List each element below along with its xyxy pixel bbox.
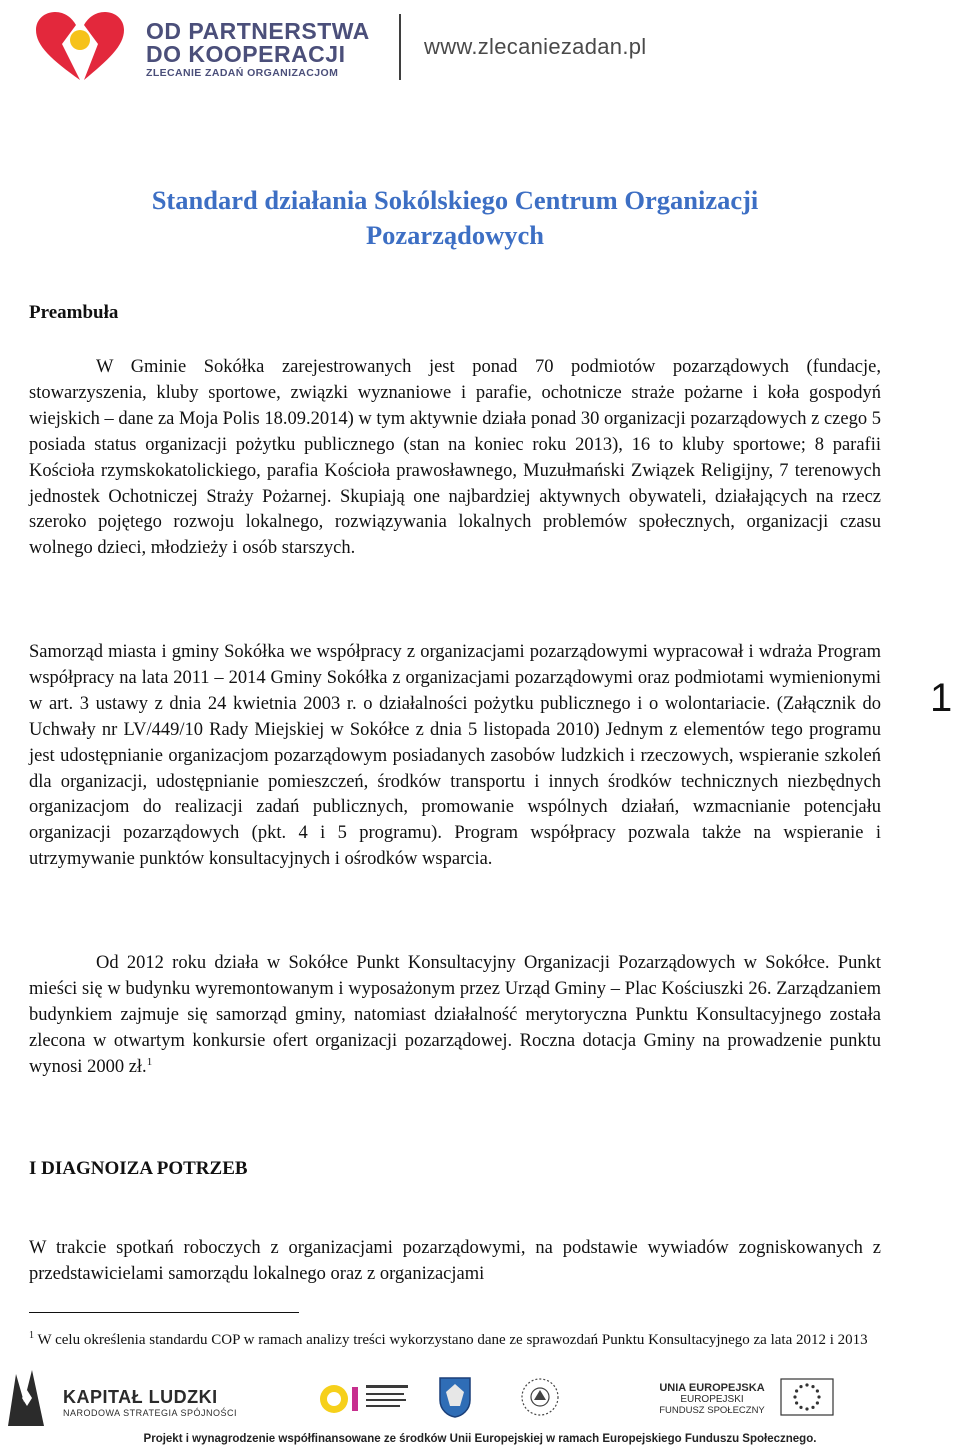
org-name-line2: DO KOOPERACJI (146, 41, 346, 67)
cop-logo-icon (318, 1381, 413, 1417)
section-diagnoza-heading: I DIAGNOIZA POTRZEB (29, 1158, 248, 1179)
partnership-logo-icon (32, 10, 128, 84)
eu-flag-star (795, 1389, 798, 1392)
eu-flag-star (795, 1401, 798, 1404)
site-url[interactable]: www.zlecaniezadan.pl (424, 34, 647, 59)
eu-label-line3: FUNDUSZ SPOŁECZNY (659, 1405, 765, 1416)
eu-label-line2: EUROPEJSKI (680, 1394, 744, 1405)
eu-flag-star (811, 1406, 814, 1409)
eu-flag-star (799, 1385, 802, 1388)
eu-label-line1: UNIA EUROPEJSKA (659, 1382, 765, 1394)
eu-flag-star (816, 1389, 819, 1392)
eu-flag-star (817, 1395, 820, 1398)
page-number: 1 (930, 676, 953, 720)
footnote-text: W celu określenia standardu COP w ramach analizy treści wykorzystano dane ze sprawozdań Punktu Konsultacyjnego za lata 2012 i 2013 (34, 1332, 868, 1348)
eu-flag-star (799, 1406, 802, 1409)
eu-flag-star (816, 1401, 819, 1404)
eu-flag-star (793, 1395, 796, 1398)
org-name-line1: OD PARTNERSTWA (146, 18, 370, 44)
eu-flag-icon (780, 1378, 834, 1416)
org-subtitle: ZLECANIE ZADAŃ ORGANIZACJOM (146, 67, 339, 79)
coat-of-arms-icon (438, 1376, 472, 1418)
kapital-ludzki-title: KAPITAŁ LUDZKI (63, 1387, 218, 1407)
document-title-line1: Standard działania Sokólskiego Centrum Organizacji (151, 185, 759, 215)
document-title-line2: Pozarządowych (365, 220, 545, 250)
eu-flag-star (811, 1385, 814, 1388)
footnote-mark: 1 (29, 1330, 34, 1341)
section-diagnoza-paragraph: W trakcie spotkań roboczych z organizacjami pozarządowymi, na podstawie wywiadów zogniskowanych z przedstawicielami samorządu lokalnego oraz z organizacjami (29, 1238, 881, 1284)
preambula-paragraph-3-text: Od 2012 roku działa w Sokółce Punkt Konsultacyjny Organizacji Pozarządowych w Sokółce. Punkt mieści się w budynku wyremontowanym i wyposażonym przez Urząd Gminy – Plac Kościuszki 26. Zarządzaniem budynkiem zajmuje się samorząd gminy, natomiast działalność merytoryczna Punktu Konsultacyjnego została zlecona w otwartym konkursie ofert organizacji pozarządowej. Roczna dotacja Gminy na prowadzenie punktu wynosi 2000 zł. (29, 953, 881, 1077)
footnote-separator (29, 1312, 299, 1313)
preambula-paragraph-2: Samorząd miasta i gminy Sokółka we współpracy z organizacjami pozarządowymi wypracował i wdraża Program współpracy na lata 2011 – 2014 Gminy Sokółka z organizacjami pozarządowymi oraz podmiotami wymienionymi w art. 3 ustawy z dnia 24 kwietnia 2003 r. o działalności pożytku publicznego i o wolontariacie. (Załącznik do Uchwały nr LV/449/10 Rady Miejskiej w Sokółce z dnia 5 listopada 2010) Jednym z elementów tego programu jest udostępnianie organizacjom pozarządowym posiadanych zasobów ludzkich i rzeczowych, wspieranie szkoleń dla organizacji, udostępnianie pomieszczeń, środków transportu i innych środków technicznych niezbędnych organizacjom do realizacji zadań publicznych, promowanie wspólnych działań, wzmacnianie potencjału organizacji pozarządowych (pkt. 4 i 5 programu). Program współpracy pozwala także na wspieranie i utrzymywanie punktów konsultacyjnych i ośrodków wsparcia. (29, 642, 881, 870)
preambula-paragraph-1: W Gminie Sokółka zarejestrowanych jest ponad 70 podmiotów pozarządowych (fundacje, stowarzyszenia, kluby sportowe, związki wyznaniowe i parafie, ochotnicze straże pożarne i koła gospodyń wiejskich – dane za Moja Polis 18.09.2014) w tym aktywnie działa ponad 30 organizacji pozarządowych z czego 5 posiada status organizacji pożytku publicznego (stan na koniec roku 2013), 16 to kluby sportowe; 8 parafii Kościoła rzymskokatolickiego, parafia Kościoła prawosławnego, Muzułmański Związek Religijny, 7 terenowych jednostek Ochotniczej Straży Pożarnej. Skupiają one najbardziej aktywnych obywateli, działających na rzecz szeroko pojętego rozwoju lokalnego, rozwiązywania lokalnych problemów społecznych, organizacji czasu wolnego dzieci, młodzieży i osób starszych. (29, 357, 881, 559)
document-title (0, 183, 910, 253)
kapital-ludzki-subtitle: NARODOWA STRATEGIA SPÓJNOŚCI (63, 1408, 238, 1418)
header-divider (399, 14, 401, 80)
preambula-paragraph-3 (29, 951, 881, 1081)
eu-flag-star (805, 1383, 808, 1386)
eu-fund-label (652, 1382, 772, 1416)
funding-statement: Projekt i wynagrodzenie współfinansowane ze środków Unii Europejskiej w ramach Europejskiego Funduszu Społecznego. (143, 1433, 817, 1445)
kapital-ludzki-logo-icon (6, 1368, 46, 1428)
preambula-heading: Preambuła (29, 302, 119, 323)
org-name (146, 20, 370, 66)
footnote-reference[interactable]: 1 (146, 1055, 153, 1068)
university-seal-icon (520, 1376, 560, 1418)
eu-flag-star (805, 1407, 808, 1410)
footnote (29, 1325, 889, 1351)
